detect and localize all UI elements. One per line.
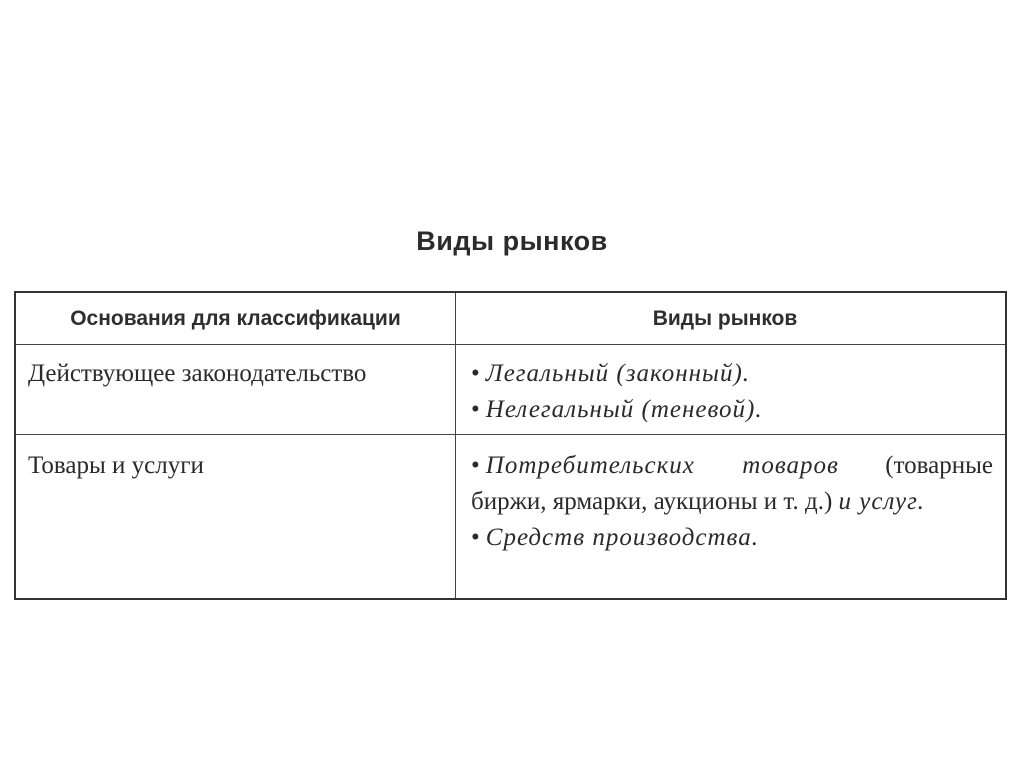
row-basis-goods-services: Товары и услуги [28, 452, 204, 479]
header-basis: Основания для классификации [70, 307, 401, 330]
row-basis-legislation: Действующее законодательство [28, 360, 367, 387]
bullet-icon: • [471, 524, 480, 551]
table-header-row [16, 293, 1005, 345]
table-title: Виды рынков [416, 226, 608, 256]
bullet-icon: • [471, 360, 480, 387]
row-market-types-legislation [457, 356, 1005, 428]
market-type-consumer-goods: Потребительских товаров [485, 452, 839, 479]
market-type-means-of-production: Средств производства. [485, 524, 759, 551]
market-type-illegal: Нелегальный (теневой). [485, 396, 763, 423]
bullet-icon: • [471, 452, 480, 479]
market-type-consumer-goods-examples: (товарные биржи, ярмарки, аукционы и т. д.) [471, 452, 994, 515]
list-item [471, 392, 993, 428]
bullet-icon: • [471, 396, 480, 423]
header-market-types: Виды рынков [652, 307, 798, 330]
list-item [471, 520, 993, 556]
list-item [471, 448, 993, 520]
markets-table [14, 291, 1007, 600]
table-row [16, 435, 1005, 598]
table-row [16, 345, 1005, 435]
market-type-legal: Легальный (законный). [485, 360, 751, 387]
market-type-services: и услуг. [838, 488, 925, 515]
row-market-types-goods-services [457, 448, 1005, 556]
list-item [471, 356, 993, 392]
